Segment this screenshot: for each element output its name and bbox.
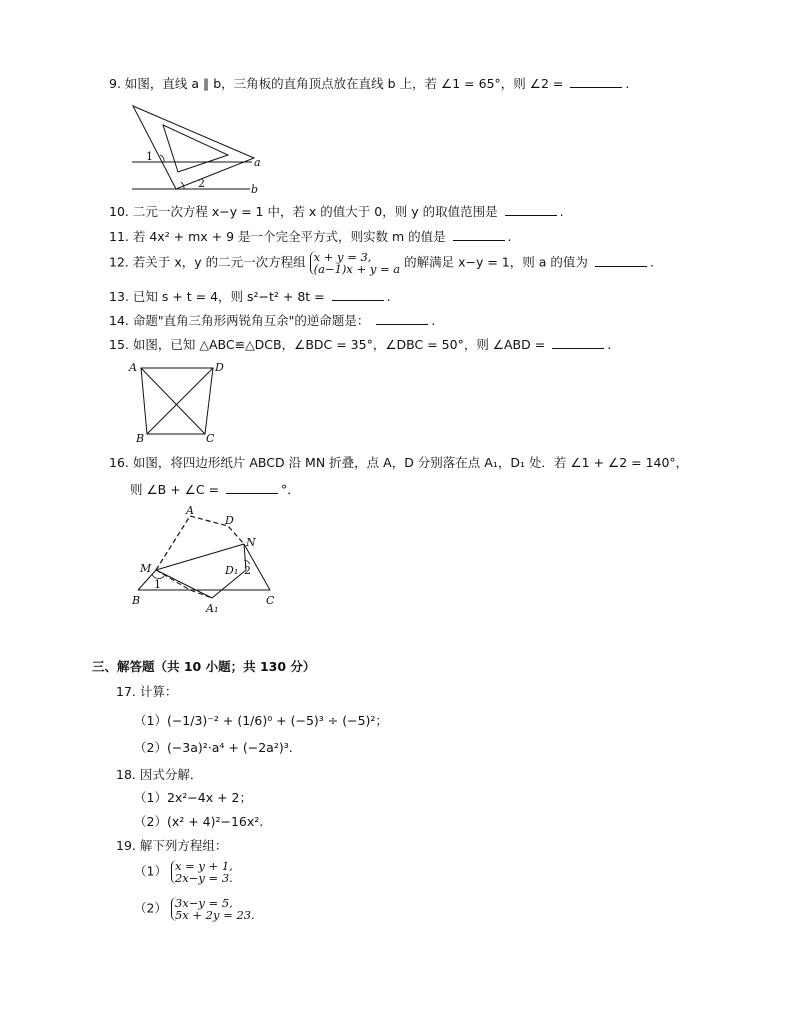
question-11 — [109, 229, 512, 245]
triangle-outer — [133, 106, 254, 189]
question-title: 因式分解． — [139, 767, 203, 782]
label-C: C — [266, 594, 275, 607]
equation-1: x + y = 3, — [313, 250, 372, 264]
answer-blank — [226, 483, 278, 494]
question-number: 10. — [109, 204, 129, 219]
angle-2-arc — [181, 182, 184, 189]
figure-16-folded-quadrilateral — [128, 504, 288, 619]
label-angle-2: 2 — [198, 177, 205, 190]
figure-15-quadrilateral — [128, 358, 228, 448]
quadrilateral-abcd — [141, 368, 213, 434]
question-13 — [109, 289, 391, 305]
answer-blank — [376, 314, 428, 325]
period: . — [507, 229, 512, 244]
diagonal-bd — [147, 368, 213, 434]
equation-system — [310, 251, 401, 275]
label-angle-2: 2 — [244, 564, 251, 577]
segment-ma1 — [156, 570, 212, 598]
question-number: 16. — [109, 455, 129, 470]
period: . — [607, 337, 612, 352]
question-text-2: 则 ∠B + ∠C = — [130, 482, 220, 497]
question-15 — [109, 337, 611, 353]
question-17 — [116, 684, 177, 700]
answer-blank — [505, 205, 557, 216]
question-text: 如图，直线 a ∥ b，三角板的直角顶点放在直线 b 上，若 ∠1 = 65°，则 ∠2 = — [124, 76, 564, 91]
label-B: B — [136, 432, 145, 445]
label-B: B — [132, 594, 141, 607]
period: . — [386, 289, 391, 304]
label-b: b — [251, 183, 259, 196]
label-A: A — [186, 504, 194, 517]
equation-system-2 — [171, 897, 255, 921]
answer-blank — [552, 338, 604, 349]
question-number: 12. — [109, 254, 129, 270]
equation-2: 2x−y = 3. — [174, 871, 233, 885]
question-text: 若关于 x，y 的二元一次方程组 — [132, 254, 306, 270]
question-title: 解下列方程组： — [139, 838, 228, 853]
answer-blank — [332, 290, 384, 301]
equation-2: 5x + 2y = 23. — [174, 908, 255, 922]
question-text: 已知 s + t = 4，则 s²−t² + 8t = — [132, 289, 325, 304]
question-17-part-2: （2）(−3a)²·a⁴ + (−2a²)³. — [134, 740, 293, 755]
label-C: C — [206, 432, 215, 445]
question-text: 二元一次方程 x−y = 1 中，若 x 的值大于 0，则 y 的取值范围是 — [132, 204, 498, 219]
label-a: a — [254, 156, 261, 169]
answer-blank — [595, 256, 647, 267]
period: . — [625, 76, 630, 91]
question-18-part-2: （2）(x² + 4)²−16x². — [134, 814, 264, 829]
equation-1: 3x−y = 5, — [174, 896, 233, 910]
unit-degree: °． — [281, 482, 300, 497]
label-N: N — [246, 536, 256, 549]
label-D1: D₁ — [225, 564, 239, 577]
question-9 — [109, 76, 629, 92]
question-14 — [109, 313, 435, 329]
figure-9-triangle-ruler — [128, 100, 268, 196]
question-text: 如图，将四边形纸片 ABCD 沿 MN 折叠，点 A，D 分别落在点 A₁，D₁ 处．若 ∠1 + ∠2 = 140°， — [132, 455, 689, 470]
question-19-part-2 — [134, 897, 255, 921]
period: . — [649, 254, 654, 270]
question-number: 18. — [116, 767, 136, 782]
label-D: D — [215, 361, 224, 374]
part-label: （2） — [134, 900, 167, 916]
question-12 — [109, 251, 654, 275]
answer-blank — [570, 77, 622, 88]
question-text: 若 4x² + mx + 9 是一个完全平方式，则实数 m 的值是 — [132, 229, 446, 244]
label-A1: A₁ — [206, 602, 219, 615]
question-number: 9. — [109, 76, 121, 91]
question-title: 计算： — [139, 684, 178, 699]
label-angle-1: 1 — [146, 150, 153, 163]
triangle-inner — [163, 125, 228, 172]
question-text: 如图，已知 △ABC≌△DCB，∠BDC = 35°，∠DBC = 50°，则 ∠ABD = — [132, 337, 546, 352]
question-number: 17. — [116, 684, 136, 699]
question-text-2: 的解满足 x−y = 1，则 a 的值为 — [404, 254, 588, 270]
question-number: 19. — [116, 838, 136, 853]
label-D: D — [225, 514, 234, 527]
period: . — [431, 313, 436, 328]
answer-blank — [453, 230, 505, 241]
label-M: M — [140, 562, 152, 575]
question-19-part-1 — [134, 860, 233, 884]
period: . — [559, 204, 564, 219]
equation-1: x = y + 1, — [174, 859, 233, 873]
question-18 — [116, 767, 202, 783]
question-16-line-2 — [130, 482, 300, 498]
section-heading: 三、解答题（共 10 小题；共 130 分） — [92, 659, 316, 674]
question-17-part-1: （1）(−1/3)⁻² + (1/6)⁰ + (−5)³ ÷ (−5)²； — [134, 713, 388, 728]
diagonal-ac — [141, 368, 205, 434]
question-number: 14. — [109, 313, 129, 328]
equation-2: (a−1)x + y = a — [313, 262, 401, 276]
question-16 — [109, 455, 688, 471]
label-A: A — [129, 361, 137, 374]
question-18-part-1: （1）2x²−4x + 2； — [134, 790, 253, 805]
question-10 — [109, 204, 564, 220]
label-angle-1: 1 — [154, 578, 161, 591]
part-label: （1） — [134, 863, 167, 879]
question-number: 15. — [109, 337, 129, 352]
question-text: 命题"直角三角形两锐角互余"的逆命题是： — [132, 313, 370, 328]
equation-system-1 — [171, 860, 233, 884]
question-number: 11. — [109, 229, 129, 244]
question-19 — [116, 838, 227, 854]
question-number: 13. — [109, 289, 129, 304]
